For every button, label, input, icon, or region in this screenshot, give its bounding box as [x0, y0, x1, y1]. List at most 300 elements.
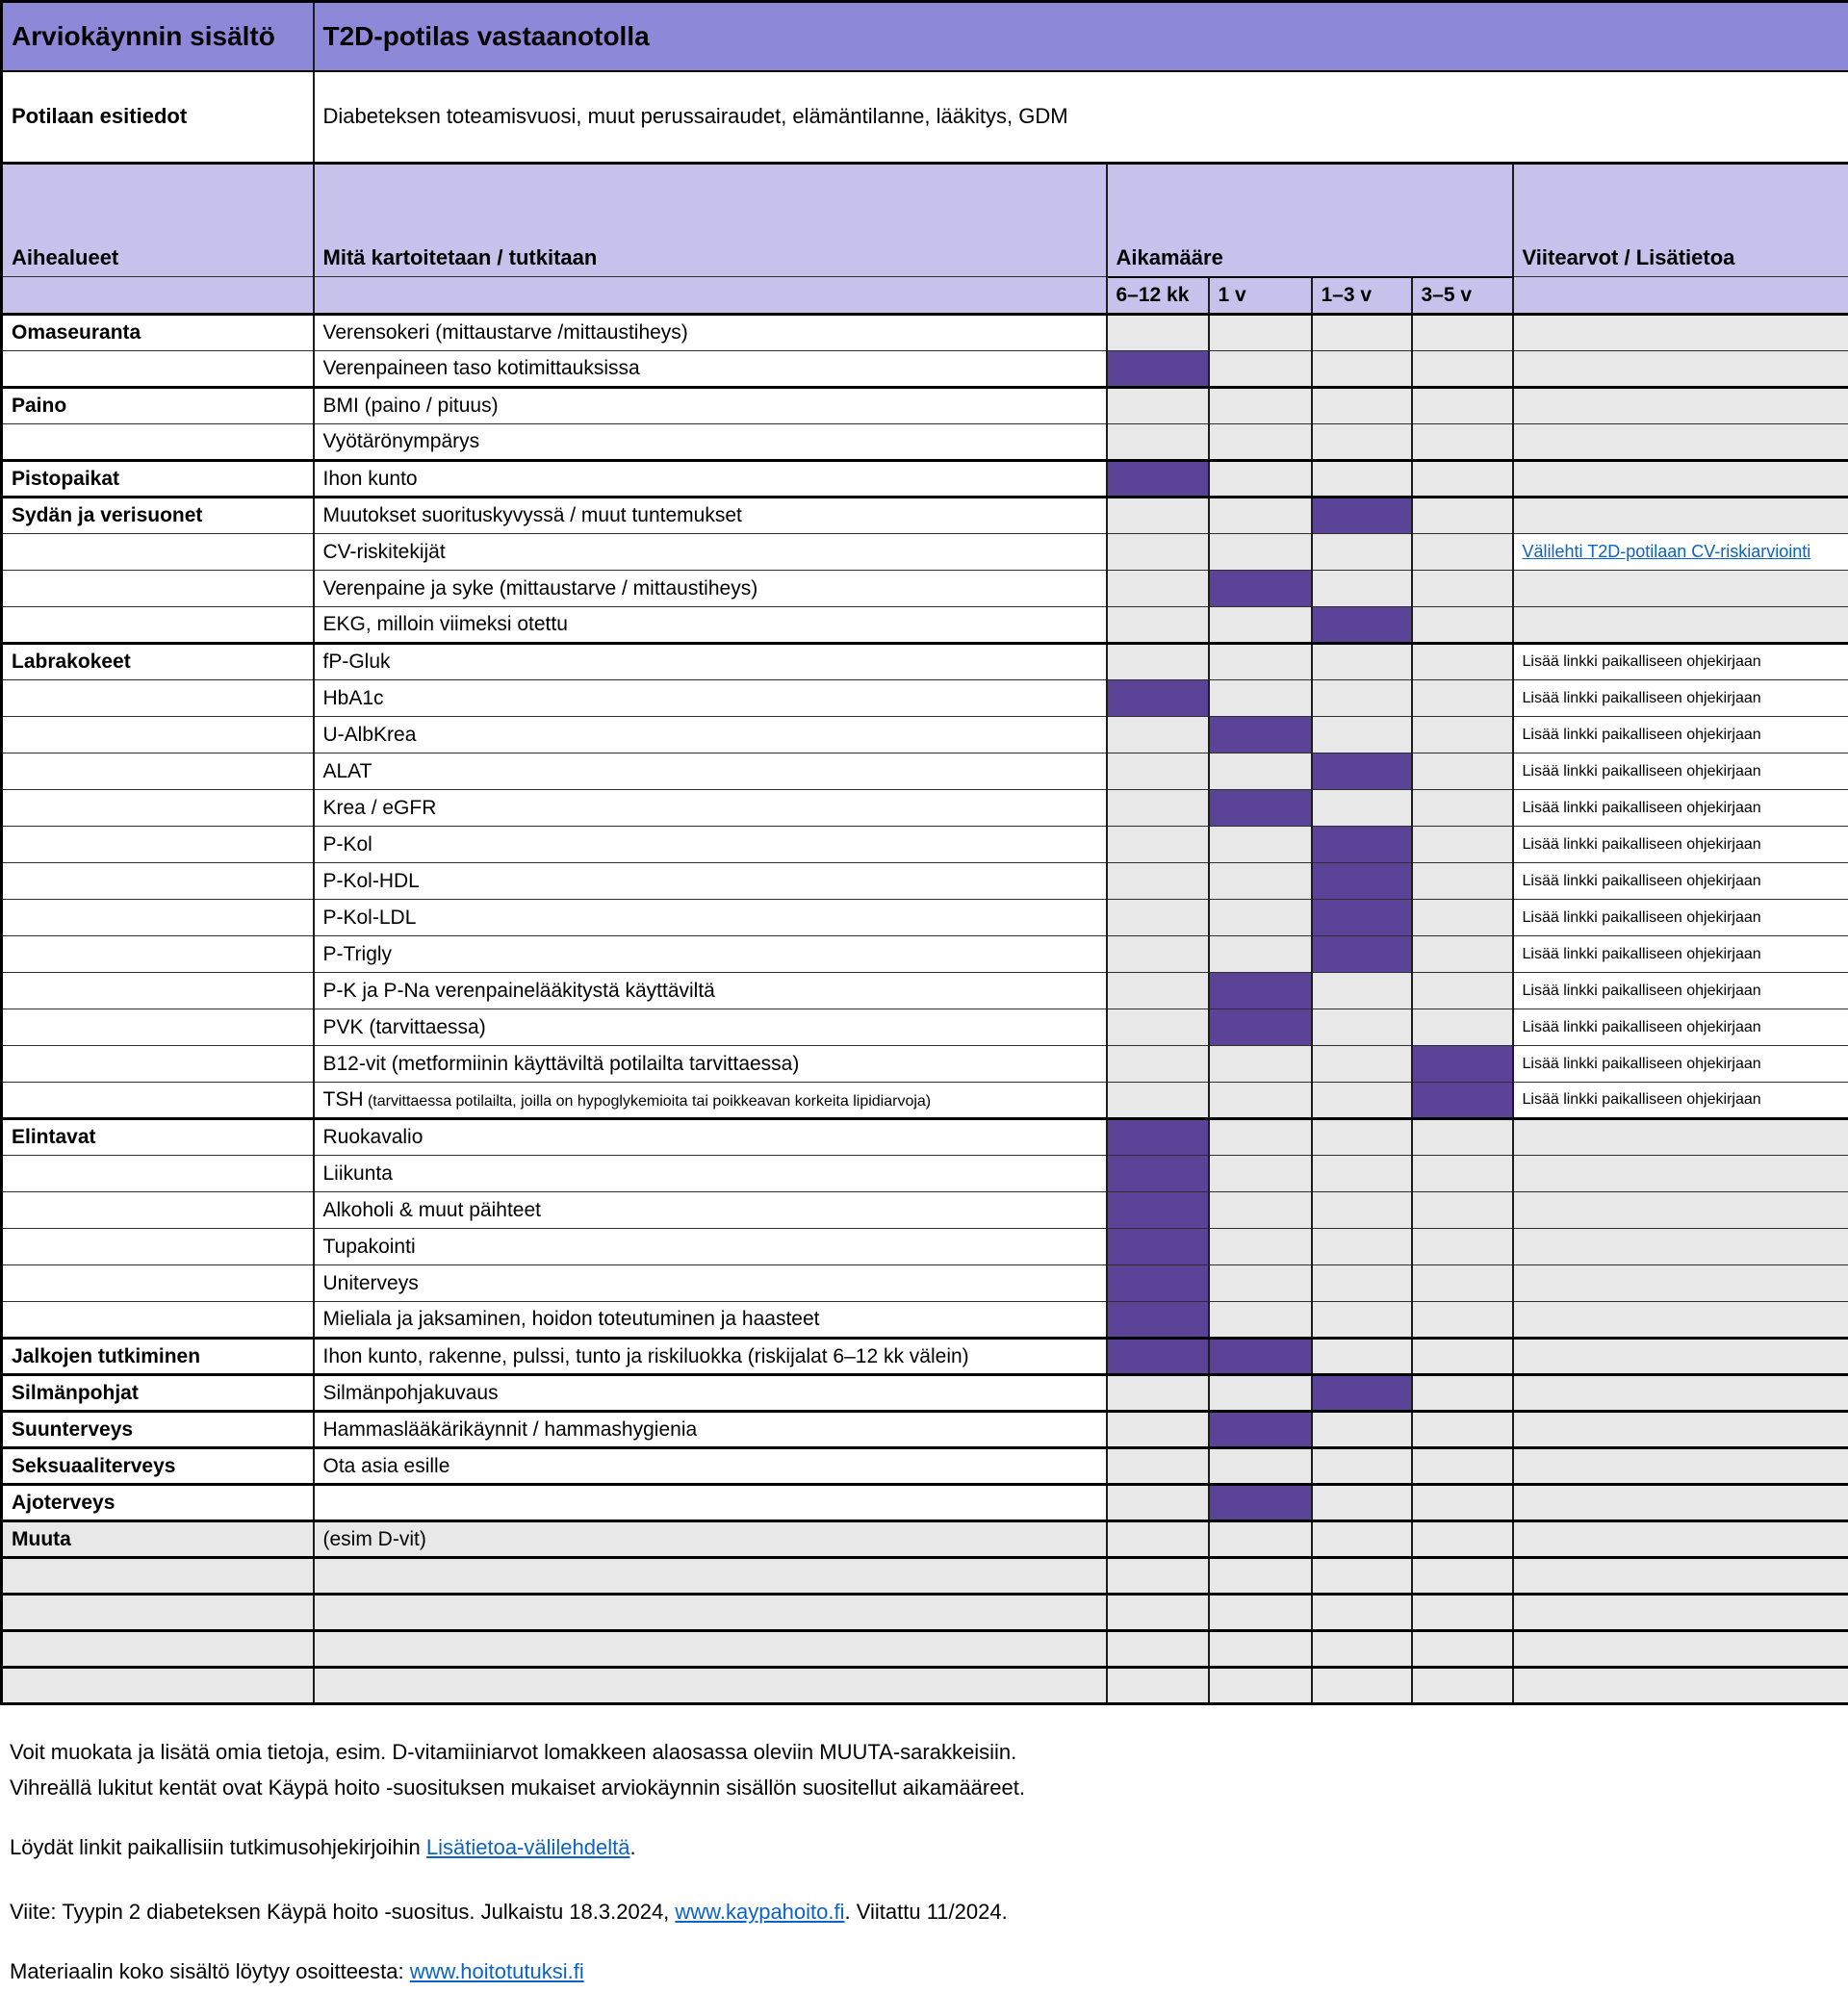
- reference-cell: [1513, 717, 1848, 753]
- header-timeframe: Aikamääre: [1107, 164, 1513, 277]
- description-cell: Muutokset suorituskyvyssä / muut tuntemukset: [314, 498, 1107, 534]
- interval-cell-6-12kk[interactable]: [1107, 680, 1209, 717]
- interval-header-1v: 1 v: [1209, 277, 1312, 315]
- description-cell: B12-vit (metformiinin käyttäviltä potilailta tarvittaessa): [314, 1046, 1107, 1083]
- reference-cell: [1513, 1485, 1848, 1521]
- interval-cell-1v[interactable]: [1209, 1485, 1312, 1521]
- topic-cell: Paino: [2, 388, 314, 424]
- interval-cell-1-3v[interactable]: [1312, 1192, 1412, 1229]
- description-cell: P-K ja P-Na verenpainelääkitystä käyttäviltä: [314, 973, 1107, 1009]
- topic-cell: [2, 1156, 314, 1192]
- interval-cell-6-12kk[interactable]: [1107, 461, 1209, 498]
- interval-cell-6-12kk[interactable]: [1107, 1375, 1209, 1412]
- topic-cell: [2, 1302, 314, 1339]
- table-row: [2, 863, 1848, 900]
- interval-cell-6-12kk[interactable]: [1107, 936, 1209, 973]
- interval-cell-6-12kk[interactable]: [1107, 315, 1209, 351]
- description-cell: Ruokavalio: [314, 1119, 1107, 1156]
- interval-cell-3-5v[interactable]: [1412, 1302, 1513, 1339]
- interval-cell-3-5v[interactable]: [1412, 827, 1513, 863]
- sheet-title-right: T2D-potilas vastaanotolla: [314, 2, 1848, 71]
- interval-cell-1v[interactable]: [1209, 1375, 1312, 1412]
- interval-cell-6-12kk[interactable]: [1107, 1302, 1209, 1339]
- interval-cell-1v[interactable]: [1209, 1521, 1312, 1558]
- interval-cell-3-5v[interactable]: [1412, 644, 1513, 680]
- reference-cell: [1513, 680, 1848, 717]
- interval-cell-1v[interactable]: [1209, 790, 1312, 827]
- table-row: [2, 644, 1848, 680]
- interval-cell-3-5v[interactable]: [1412, 717, 1513, 753]
- interval-cell-6-12kk[interactable]: [1107, 1521, 1209, 1558]
- interval-cell-1-3v[interactable]: [1312, 717, 1412, 753]
- reference-cell: [1513, 753, 1848, 790]
- interval-cell-3-5v[interactable]: [1412, 1375, 1513, 1412]
- interval-cell-1v[interactable]: [1209, 1412, 1312, 1448]
- footer-note-green-fields: Vihreällä lukitut kentät ovat Käypä hoito -suosituksen mukaiset arviokäynnin sisällön suositellut aikamääreet.: [10, 1775, 1025, 1800]
- description-cell: Liikunta: [314, 1156, 1107, 1192]
- interval-cell-3-5v[interactable]: [1412, 534, 1513, 571]
- interval-cell-3-5v[interactable]: [1412, 1485, 1513, 1521]
- interval-cell-1-3v[interactable]: [1312, 827, 1412, 863]
- interval-cell-1v[interactable]: [1209, 1595, 1312, 1631]
- interval-cell-1v[interactable]: [1209, 1009, 1312, 1046]
- reference-cell: [1513, 936, 1848, 973]
- interval-cell-1-3v[interactable]: [1312, 607, 1412, 644]
- table-row: [2, 973, 1848, 1009]
- footer-note-edit: Voit muokata ja lisätä omia tietoja, esim. D-vitamiiniarvot lomakkeen alaosassa oleviin MUUTA-sarakkeisiin.: [10, 1740, 1017, 1764]
- description-cell: Ota asia esille: [314, 1448, 1107, 1485]
- interval-cell-3-5v[interactable]: [1412, 1448, 1513, 1485]
- interval-header-1-3v: 1–3 v: [1312, 277, 1412, 315]
- description-cell: Mieliala ja jaksaminen, hoidon toteutuminen ja haasteet: [314, 1302, 1107, 1339]
- reference-cell: [1513, 388, 1848, 424]
- topic-cell: Suunterveys: [2, 1412, 314, 1448]
- interval-cell-1v[interactable]: [1209, 1558, 1312, 1595]
- interval-cell-1-3v[interactable]: [1312, 461, 1412, 498]
- interval-cell-1v[interactable]: [1209, 1631, 1312, 1668]
- interval-cell-1v[interactable]: [1209, 498, 1312, 534]
- description-cell: Krea / eGFR: [314, 790, 1107, 827]
- interval-cell-6-12kk[interactable]: [1107, 973, 1209, 1009]
- footer-reference: [10, 1900, 1008, 1925]
- topic-cell: [2, 1558, 314, 1595]
- topic-cell: [2, 1192, 314, 1229]
- interval-cell-3-5v[interactable]: [1412, 461, 1513, 498]
- interval-cell-1v[interactable]: [1209, 1083, 1312, 1119]
- interval-cell-1-3v[interactable]: [1312, 644, 1412, 680]
- interval-cell-1v[interactable]: [1209, 1448, 1312, 1485]
- subheader-spacer: [2, 277, 314, 315]
- description-cell: Hammaslääkärikäynnit / hammashygienia: [314, 1412, 1107, 1448]
- table-row: [2, 1265, 1848, 1302]
- interval-cell-1v[interactable]: [1209, 351, 1312, 388]
- interval-cell-3-5v[interactable]: [1412, 498, 1513, 534]
- interval-cell-1-3v[interactable]: [1312, 1668, 1412, 1704]
- lisatietoa-tab-link[interactable]: Lisätietoa-välilehdeltä: [425, 1835, 630, 1859]
- description-cell: ALAT: [314, 753, 1107, 790]
- interval-header-row: [2, 277, 1848, 315]
- topic-cell: Silmänpohjat: [2, 1375, 314, 1412]
- interval-cell-1-3v[interactable]: [1312, 1412, 1412, 1448]
- interval-cell-1v[interactable]: [1209, 936, 1312, 973]
- interval-cell-1v[interactable]: [1209, 900, 1312, 936]
- footer-reference-prefix: Viite: Tyypin 2 diabeteksen Käypä hoito -suositus. Julkaistu 18.3.2024,: [10, 1900, 676, 1924]
- interval-cell-6-12kk[interactable]: [1107, 534, 1209, 571]
- interval-cell-1-3v[interactable]: [1312, 1375, 1412, 1412]
- interval-cell-6-12kk[interactable]: [1107, 1119, 1209, 1156]
- description-cell: U-AlbKrea: [314, 717, 1107, 753]
- interval-cell-3-5v[interactable]: [1412, 680, 1513, 717]
- interval-cell-1-3v[interactable]: [1312, 1229, 1412, 1265]
- table-row: [2, 1009, 1848, 1046]
- interval-cell-1-3v[interactable]: [1312, 680, 1412, 717]
- interval-cell-1-3v[interactable]: [1312, 1339, 1412, 1375]
- table-row: [2, 351, 1848, 388]
- interval-cell-3-5v[interactable]: [1412, 1631, 1513, 1668]
- interval-cell-6-12kk[interactable]: [1107, 1156, 1209, 1192]
- local-guide-note: Lisää linkki paikalliseen ohjekirjaan: [1522, 908, 1761, 926]
- table-row: [2, 936, 1848, 973]
- table-row: [2, 1595, 1848, 1631]
- interval-cell-1-3v[interactable]: [1312, 498, 1412, 534]
- description-cell: Verenpaineen taso kotimittauksissa: [314, 351, 1107, 388]
- topic-cell: Pistopaikat: [2, 461, 314, 498]
- table-row: [2, 461, 1848, 498]
- local-guide-note: Lisää linkki paikalliseen ohjekirjaan: [1522, 945, 1761, 962]
- description-cell: [314, 1595, 1107, 1631]
- table-row: [2, 1302, 1848, 1339]
- reference-cell: [1513, 1595, 1848, 1631]
- description-cell: Verenpaine ja syke (mittaustarve / mittaustiheys): [314, 571, 1107, 607]
- topic-cell: [2, 753, 314, 790]
- table-row: [2, 1156, 1848, 1192]
- interval-cell-3-5v[interactable]: [1412, 1046, 1513, 1083]
- interval-cell-6-12kk[interactable]: [1107, 1046, 1209, 1083]
- interval-cell-6-12kk[interactable]: [1107, 753, 1209, 790]
- kaypahoito-link[interactable]: www.kaypahoito.fi: [675, 1900, 845, 1924]
- interval-cell-3-5v[interactable]: [1412, 1119, 1513, 1156]
- description-cell: [314, 1558, 1107, 1595]
- description-cell: Ihon kunto, rakenne, pulssi, tunto ja riskiluokka (riskijalat 6–12 kk välein): [314, 1339, 1107, 1375]
- interval-cell-3-5v[interactable]: [1412, 863, 1513, 900]
- table-row: [2, 717, 1848, 753]
- interval-header-6-12kk: 6–12 kk: [1107, 277, 1209, 315]
- interval-cell-1-3v[interactable]: [1312, 1009, 1412, 1046]
- description-cell: Silmänpohjakuvaus: [314, 1375, 1107, 1412]
- interval-cell-1v[interactable]: [1209, 534, 1312, 571]
- interval-cell-1v[interactable]: [1209, 1668, 1312, 1704]
- description-cell: fP-Gluk: [314, 644, 1107, 680]
- header-reference: Viitearvot / Lisätietoa: [1513, 164, 1848, 277]
- interval-cell-6-12kk[interactable]: [1107, 1485, 1209, 1521]
- description-cell: P-Kol: [314, 827, 1107, 863]
- interval-cell-6-12kk[interactable]: [1107, 1229, 1209, 1265]
- patient-info-row: [2, 71, 1848, 164]
- interval-cell-1v[interactable]: [1209, 1156, 1312, 1192]
- reference-cell: [1513, 863, 1848, 900]
- topic-cell: Labrakokeet: [2, 644, 314, 680]
- interval-cell-6-12kk[interactable]: [1107, 1448, 1209, 1485]
- reference-cell: [1513, 1339, 1848, 1375]
- reference-cell: [1513, 1412, 1848, 1448]
- description-cell: P-Kol-HDL: [314, 863, 1107, 900]
- interval-cell-1v[interactable]: [1209, 1265, 1312, 1302]
- interval-cell-1-3v[interactable]: [1312, 936, 1412, 973]
- interval-cell-6-12kk[interactable]: [1107, 790, 1209, 827]
- interval-cell-1v[interactable]: [1209, 461, 1312, 498]
- interval-cell-1-3v[interactable]: [1312, 315, 1412, 351]
- interval-cell-1v[interactable]: [1209, 717, 1312, 753]
- interval-cell-6-12kk[interactable]: [1107, 1595, 1209, 1631]
- interval-cell-1-3v[interactable]: [1312, 1156, 1412, 1192]
- interval-cell-6-12kk[interactable]: [1107, 1668, 1209, 1704]
- interval-cell-6-12kk[interactable]: [1107, 717, 1209, 753]
- interval-cell-1-3v[interactable]: [1312, 790, 1412, 827]
- interval-cell-1-3v[interactable]: [1312, 1083, 1412, 1119]
- local-guide-note: Lisää linkki paikalliseen ohjekirjaan: [1522, 872, 1761, 889]
- interval-cell-3-5v[interactable]: [1412, 1192, 1513, 1229]
- interval-cell-3-5v[interactable]: [1412, 607, 1513, 644]
- topic-cell: Ajoterveys: [2, 1485, 314, 1521]
- interval-cell-1-3v[interactable]: [1312, 900, 1412, 936]
- interval-cell-6-12kk[interactable]: [1107, 351, 1209, 388]
- topic-cell: Elintavat: [2, 1119, 314, 1156]
- description-cell: Vyötärönympärys: [314, 424, 1107, 461]
- interval-cell-6-12kk[interactable]: [1107, 863, 1209, 900]
- subheader-spacer: [1513, 277, 1848, 315]
- table-row: [2, 1192, 1848, 1229]
- interval-cell-1v[interactable]: [1209, 1339, 1312, 1375]
- table-row: [2, 607, 1848, 644]
- description-cell: Verensokeri (mittaustarve /mittaustiheys): [314, 315, 1107, 351]
- topic-cell: [2, 936, 314, 973]
- table-row: [2, 424, 1848, 461]
- footer-source-prefix: Materiaalin koko sisältö löytyy osoitteesta:: [10, 1959, 410, 1983]
- table-row: [2, 1412, 1848, 1448]
- interval-cell-1-3v[interactable]: [1312, 1558, 1412, 1595]
- interval-cell-1v[interactable]: [1209, 388, 1312, 424]
- interval-cell-6-12kk[interactable]: [1107, 900, 1209, 936]
- cv-risk-tab-link[interactable]: Välilehti T2D-potilaan CV-riskiarviointi: [1522, 542, 1811, 561]
- interval-cell-1v[interactable]: [1209, 827, 1312, 863]
- topic-cell: [2, 1229, 314, 1265]
- topic-cell: [2, 1631, 314, 1668]
- reference-cell: [1513, 534, 1848, 571]
- reference-cell: [1513, 1668, 1848, 1704]
- interval-cell-1-3v[interactable]: [1312, 424, 1412, 461]
- interval-cell-1v[interactable]: [1209, 1229, 1312, 1265]
- table-row: [2, 1521, 1848, 1558]
- local-guide-note: Lisää linkki paikalliseen ohjekirjaan: [1522, 1055, 1761, 1072]
- title-row: [2, 2, 1848, 71]
- interval-cell-1v[interactable]: [1209, 973, 1312, 1009]
- table-row: [2, 790, 1848, 827]
- reference-cell: [1513, 1192, 1848, 1229]
- description-cell: (esim D-vit): [314, 1521, 1107, 1558]
- interval-cell-3-5v[interactable]: [1412, 571, 1513, 607]
- table-row: [2, 388, 1848, 424]
- table-row: [2, 571, 1848, 607]
- reference-cell: [1513, 1083, 1848, 1119]
- reference-cell: [1513, 351, 1848, 388]
- description-cell: Tupakointi: [314, 1229, 1107, 1265]
- interval-cell-1-3v[interactable]: [1312, 863, 1412, 900]
- interval-cell-3-5v[interactable]: [1412, 315, 1513, 351]
- interval-cell-3-5v[interactable]: [1412, 1595, 1513, 1631]
- interval-cell-3-5v[interactable]: [1412, 1521, 1513, 1558]
- interval-cell-1-3v[interactable]: [1312, 1046, 1412, 1083]
- reference-cell: [1513, 973, 1848, 1009]
- topic-cell: [2, 790, 314, 827]
- interval-cell-1-3v[interactable]: [1312, 571, 1412, 607]
- topic-cell: [2, 534, 314, 571]
- description-cell: EKG, milloin viimeksi otettu: [314, 607, 1107, 644]
- topic-cell: [2, 607, 314, 644]
- table-row: [2, 680, 1848, 717]
- interval-cell-6-12kk[interactable]: [1107, 644, 1209, 680]
- interval-cell-6-12kk[interactable]: [1107, 1009, 1209, 1046]
- interval-cell-1v[interactable]: [1209, 607, 1312, 644]
- interval-cell-3-5v[interactable]: [1412, 424, 1513, 461]
- description-cell: P-Kol-LDL: [314, 900, 1107, 936]
- interval-cell-1v[interactable]: [1209, 1302, 1312, 1339]
- topic-cell: Muuta: [2, 1521, 314, 1558]
- interval-cell-3-5v[interactable]: [1412, 1668, 1513, 1704]
- table-row: [2, 1083, 1848, 1119]
- interval-cell-1v[interactable]: [1209, 863, 1312, 900]
- interval-cell-1-3v[interactable]: [1312, 1631, 1412, 1668]
- interval-cell-1-3v[interactable]: [1312, 1521, 1412, 1558]
- footer-note-links: [10, 1835, 636, 1860]
- description-cell: [314, 1485, 1107, 1521]
- reference-cell: [1513, 424, 1848, 461]
- topic-cell: [2, 680, 314, 717]
- header-topics: Aihealueet: [2, 164, 314, 277]
- reference-cell: [1513, 827, 1848, 863]
- interval-cell-1v[interactable]: [1209, 315, 1312, 351]
- interval-cell-6-12kk[interactable]: [1107, 1265, 1209, 1302]
- table-row: [2, 1485, 1848, 1521]
- interval-cell-1-3v[interactable]: [1312, 1485, 1412, 1521]
- interval-cell-1-3v[interactable]: [1312, 1265, 1412, 1302]
- interval-cell-1-3v[interactable]: [1312, 534, 1412, 571]
- interval-cell-1v[interactable]: [1209, 680, 1312, 717]
- interval-cell-3-5v[interactable]: [1412, 1558, 1513, 1595]
- topic-cell: [2, 827, 314, 863]
- reference-cell: [1513, 1229, 1848, 1265]
- reference-cell: [1513, 1119, 1848, 1156]
- interval-cell-1v[interactable]: [1209, 1119, 1312, 1156]
- reference-cell: [1513, 900, 1848, 936]
- interval-cell-3-5v[interactable]: [1412, 790, 1513, 827]
- interval-cell-3-5v[interactable]: [1412, 753, 1513, 790]
- interval-cell-6-12kk[interactable]: [1107, 827, 1209, 863]
- interval-cell-6-12kk[interactable]: [1107, 571, 1209, 607]
- interval-cell-3-5v[interactable]: [1412, 388, 1513, 424]
- interval-cell-3-5v[interactable]: [1412, 351, 1513, 388]
- local-guide-note: Lisää linkki paikalliseen ohjekirjaan: [1522, 799, 1761, 816]
- interval-cell-1-3v[interactable]: [1312, 1302, 1412, 1339]
- interval-cell-3-5v[interactable]: [1412, 936, 1513, 973]
- interval-cell-6-12kk[interactable]: [1107, 1192, 1209, 1229]
- column-header-row: [2, 164, 1848, 277]
- interval-cell-6-12kk[interactable]: [1107, 498, 1209, 534]
- topic-cell: [2, 1009, 314, 1046]
- reference-cell: [1513, 498, 1848, 534]
- table-row: [2, 900, 1848, 936]
- topic-cell: [2, 1668, 314, 1704]
- reference-cell: [1513, 1375, 1848, 1412]
- interval-cell-1-3v[interactable]: [1312, 388, 1412, 424]
- interval-cell-1v[interactable]: [1209, 1192, 1312, 1229]
- interval-cell-3-5v[interactable]: [1412, 1083, 1513, 1119]
- topic-cell: [2, 424, 314, 461]
- interval-cell-3-5v[interactable]: [1412, 1265, 1513, 1302]
- description-cell: CV-riskitekijät: [314, 534, 1107, 571]
- interval-cell-1v[interactable]: [1209, 1046, 1312, 1083]
- interval-cell-3-5v[interactable]: [1412, 973, 1513, 1009]
- table-row: [2, 1558, 1848, 1595]
- description-cell: HbA1c: [314, 680, 1107, 717]
- reference-cell: [1513, 315, 1848, 351]
- interval-cell-6-12kk[interactable]: [1107, 388, 1209, 424]
- footer-reference-suffix: . Viitattu 11/2024.: [844, 1900, 1008, 1924]
- patient-info-value: Diabeteksen toteamisvuosi, muut perussairaudet, elämäntilanne, lääkitys, GDM: [314, 71, 1848, 164]
- interval-cell-6-12kk[interactable]: [1107, 1558, 1209, 1595]
- table-row: [2, 1046, 1848, 1083]
- interval-cell-1v[interactable]: [1209, 424, 1312, 461]
- topic-cell: Jalkojen tutkiminen: [2, 1339, 314, 1375]
- interval-cell-3-5v[interactable]: [1412, 1156, 1513, 1192]
- description-cell: Alkoholi & muut päihteet: [314, 1192, 1107, 1229]
- local-guide-note: Lisää linkki paikalliseen ohjekirjaan: [1522, 726, 1761, 743]
- local-guide-note: Lisää linkki paikalliseen ohjekirjaan: [1522, 762, 1761, 779]
- interval-cell-6-12kk[interactable]: [1107, 424, 1209, 461]
- interval-cell-1-3v[interactable]: [1312, 1448, 1412, 1485]
- interval-cell-6-12kk[interactable]: [1107, 1631, 1209, 1668]
- assessment-table-body: [2, 315, 1848, 1704]
- interval-cell-6-12kk[interactable]: [1107, 1083, 1209, 1119]
- interval-cell-1-3v[interactable]: [1312, 351, 1412, 388]
- local-guide-note: Lisää linkki paikalliseen ohjekirjaan: [1522, 982, 1761, 999]
- description-cell: PVK (tarvittaessa): [314, 1009, 1107, 1046]
- interval-cell-6-12kk[interactable]: [1107, 607, 1209, 644]
- interval-cell-3-5v[interactable]: [1412, 1339, 1513, 1375]
- footer-links-prefix: Löydät linkit paikallisiin tutkimusohjekirjoihin: [10, 1835, 426, 1859]
- interval-cell-1-3v[interactable]: [1312, 1595, 1412, 1631]
- interval-cell-3-5v[interactable]: [1412, 1229, 1513, 1265]
- topic-cell: [2, 973, 314, 1009]
- reference-cell: [1513, 1302, 1848, 1339]
- interval-cell-1v[interactable]: [1209, 571, 1312, 607]
- interval-cell-1-3v[interactable]: [1312, 1119, 1412, 1156]
- interval-cell-6-12kk[interactable]: [1107, 1412, 1209, 1448]
- reference-cell: [1513, 1046, 1848, 1083]
- interval-cell-1-3v[interactable]: [1312, 753, 1412, 790]
- interval-cell-1v[interactable]: [1209, 753, 1312, 790]
- hoitotutuksi-link[interactable]: www.hoitotutuksi.fi: [409, 1959, 584, 1983]
- reference-cell: [1513, 1448, 1848, 1485]
- topic-cell: Seksuaaliterveys: [2, 1448, 314, 1485]
- interval-cell-3-5v[interactable]: [1412, 1412, 1513, 1448]
- interval-cell-6-12kk[interactable]: [1107, 1339, 1209, 1375]
- interval-cell-1-3v[interactable]: [1312, 973, 1412, 1009]
- footer-source: [10, 1959, 584, 1984]
- reference-cell: [1513, 1156, 1848, 1192]
- interval-cell-3-5v[interactable]: [1412, 900, 1513, 936]
- interval-cell-1v[interactable]: [1209, 644, 1312, 680]
- interval-cell-3-5v[interactable]: [1412, 1009, 1513, 1046]
